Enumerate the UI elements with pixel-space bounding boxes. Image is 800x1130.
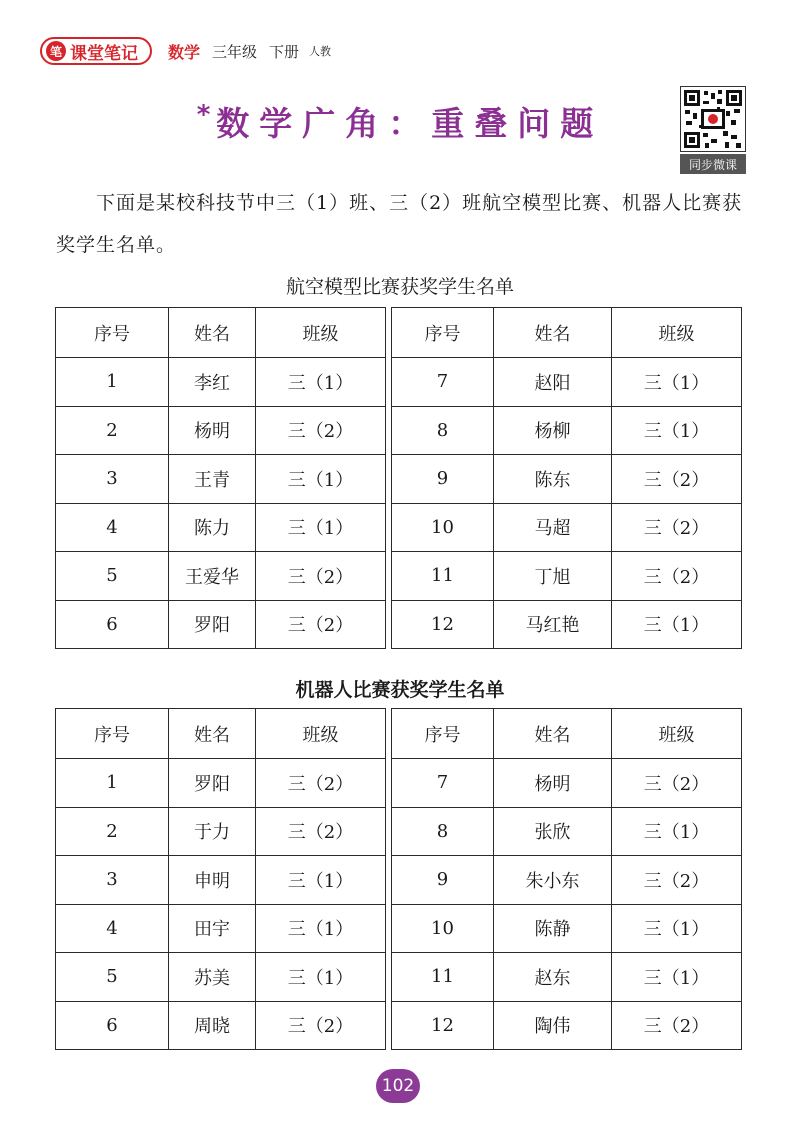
table-header-row: [56, 709, 386, 759]
table-caption-aviation: 航空模型比赛获奖学生名单: [285, 276, 514, 298]
table-cell: 三（1）: [612, 807, 742, 856]
table-row: [392, 406, 742, 455]
table-cell: 8: [392, 406, 494, 455]
table-row: [392, 1001, 742, 1050]
table-cell: 三（2）: [256, 759, 386, 808]
column-header: 序号: [392, 709, 494, 759]
table-cell: 李红: [169, 358, 256, 407]
table-cell: 王爱华: [169, 552, 256, 601]
grade-label: 三年级: [212, 42, 258, 61]
table-row: [392, 503, 742, 552]
table-row: [56, 455, 386, 504]
table-cell: 三（1）: [256, 904, 386, 953]
table-cell: 三（1）: [256, 856, 386, 905]
column-header: 序号: [56, 308, 169, 358]
table-cell: 苏美: [169, 953, 256, 1002]
table-cell: 张欣: [494, 807, 612, 856]
table-cell: 三（2）: [612, 455, 742, 504]
table-cell: 陈东: [494, 455, 612, 504]
table-cell: 杨柳: [494, 406, 612, 455]
table-cell: 罗阳: [169, 759, 256, 808]
table-row: [392, 600, 742, 649]
table-cell: 三（1）: [612, 406, 742, 455]
table-cell: 三（2）: [256, 552, 386, 601]
column-header: 班级: [612, 308, 742, 358]
column-header: 姓名: [494, 709, 612, 759]
table-row: [56, 759, 386, 808]
table-cell: 赵阳: [494, 358, 612, 407]
table-row: [392, 856, 742, 905]
table-cell: 三（2）: [256, 406, 386, 455]
table-cell: 陈力: [169, 503, 256, 552]
table-cell: 11: [392, 552, 494, 601]
table-cell: 4: [56, 503, 169, 552]
table-row: [56, 406, 386, 455]
table-cell: 12: [392, 600, 494, 649]
table-header-row: [56, 308, 386, 358]
table-cell: 三（1）: [612, 904, 742, 953]
table-cell: 11: [392, 953, 494, 1002]
table-cell: 3: [56, 455, 169, 504]
table-cell: 三（2）: [612, 503, 742, 552]
table-cell: 三（1）: [256, 953, 386, 1002]
page-number-badge: 102: [376, 1069, 420, 1103]
table-cell: 赵东: [494, 953, 612, 1002]
table-cell: 9: [392, 455, 494, 504]
column-header: 序号: [392, 308, 494, 358]
table-cell: 6: [56, 600, 169, 649]
brand-logo-icon: 笔: [46, 41, 66, 61]
table-cell: 三（2）: [612, 1001, 742, 1050]
robot-winners-table: [55, 708, 740, 1050]
table-cell: 三（1）: [256, 358, 386, 407]
table-row: [392, 358, 742, 407]
table-row: [56, 358, 386, 407]
table-caption-robot: 机器人比赛获奖学生名单: [295, 679, 505, 701]
aviation-table-left: [55, 307, 386, 649]
intro-paragraph: 下面是某校科技节中三（1）班、三（2）班航空模型比赛、机器人比赛获奖学生名单。: [56, 192, 743, 256]
aviation-table-right: [391, 307, 742, 649]
column-header: 班级: [256, 709, 386, 759]
table-cell: 于力: [169, 807, 256, 856]
qr-code-block[interactable]: [680, 86, 746, 174]
page-header: [40, 36, 331, 66]
table-row: [56, 807, 386, 856]
brand-name: 课堂笔记: [70, 43, 138, 64]
table-cell: 3: [56, 856, 169, 905]
table-row: [392, 904, 742, 953]
aviation-winners-table: [55, 307, 740, 649]
table-cell: 罗阳: [169, 600, 256, 649]
column-header: 姓名: [169, 308, 256, 358]
table-cell: 三（2）: [256, 1001, 386, 1050]
table-row: [56, 600, 386, 649]
brand-badge: [40, 37, 152, 65]
table-row: [56, 904, 386, 953]
table-cell: 周晓: [169, 1001, 256, 1050]
table-cell: 10: [392, 503, 494, 552]
table-row: [392, 807, 742, 856]
table-cell: 10: [392, 904, 494, 953]
table-cell: 2: [56, 807, 169, 856]
table-cell: 三（2）: [612, 552, 742, 601]
table-cell: 12: [392, 1001, 494, 1050]
table-cell: 5: [56, 552, 169, 601]
table-cell: 7: [392, 759, 494, 808]
table-row: [392, 552, 742, 601]
table-cell: 8: [392, 807, 494, 856]
table-cell: 5: [56, 953, 169, 1002]
qr-code-icon[interactable]: [680, 86, 746, 152]
table-cell: 马超: [494, 503, 612, 552]
table-cell: 三（1）: [612, 953, 742, 1002]
robot-table-left: [55, 708, 386, 1050]
table-header-row: [392, 709, 742, 759]
table-row: [56, 1001, 386, 1050]
table-cell: 杨明: [494, 759, 612, 808]
qr-code-label: 同步微课: [680, 154, 746, 174]
table-header-row: [392, 308, 742, 358]
table-cell: 王青: [169, 455, 256, 504]
column-header: 姓名: [494, 308, 612, 358]
subject-label: 数学: [168, 42, 201, 62]
table-cell: 三（2）: [612, 759, 742, 808]
table-cell: 三（2）: [612, 856, 742, 905]
table-cell: 陶伟: [494, 1001, 612, 1050]
table-cell: 申明: [169, 856, 256, 905]
table-cell: 1: [56, 759, 169, 808]
table-row: [56, 552, 386, 601]
column-header: 序号: [56, 709, 169, 759]
table-row: [392, 759, 742, 808]
table-row: [56, 503, 386, 552]
table-cell: 6: [56, 1001, 169, 1050]
robot-table-right: [391, 708, 742, 1050]
table-cell: 7: [392, 358, 494, 407]
table-cell: 三（1）: [612, 600, 742, 649]
table-cell: 田宇: [169, 904, 256, 953]
column-header: 班级: [612, 709, 742, 759]
publisher-label: 人教: [309, 45, 332, 58]
term-label: 下册: [269, 42, 300, 61]
column-header: 班级: [256, 308, 386, 358]
table-cell: 三（1）: [256, 503, 386, 552]
table-cell: 2: [56, 406, 169, 455]
table-cell: 4: [56, 904, 169, 953]
column-header: 姓名: [169, 709, 256, 759]
table-cell: 杨明: [169, 406, 256, 455]
optional-star-icon: *: [196, 100, 213, 130]
page-title-text: 数学广角：重叠问题: [216, 104, 604, 143]
table-cell: 三（2）: [256, 600, 386, 649]
table-row: [392, 455, 742, 504]
table-cell: 三（2）: [256, 807, 386, 856]
table-cell: 三（1）: [612, 358, 742, 407]
table-row: [392, 953, 742, 1002]
table-cell: 三（1）: [256, 455, 386, 504]
table-cell: 朱小东: [494, 856, 612, 905]
table-row: [56, 856, 386, 905]
table-cell: 马红艳: [494, 600, 612, 649]
table-cell: 丁旭: [494, 552, 612, 601]
table-cell: 1: [56, 358, 169, 407]
table-cell: 9: [392, 856, 494, 905]
table-cell: 陈静: [494, 904, 612, 953]
table-row: [56, 953, 386, 1002]
